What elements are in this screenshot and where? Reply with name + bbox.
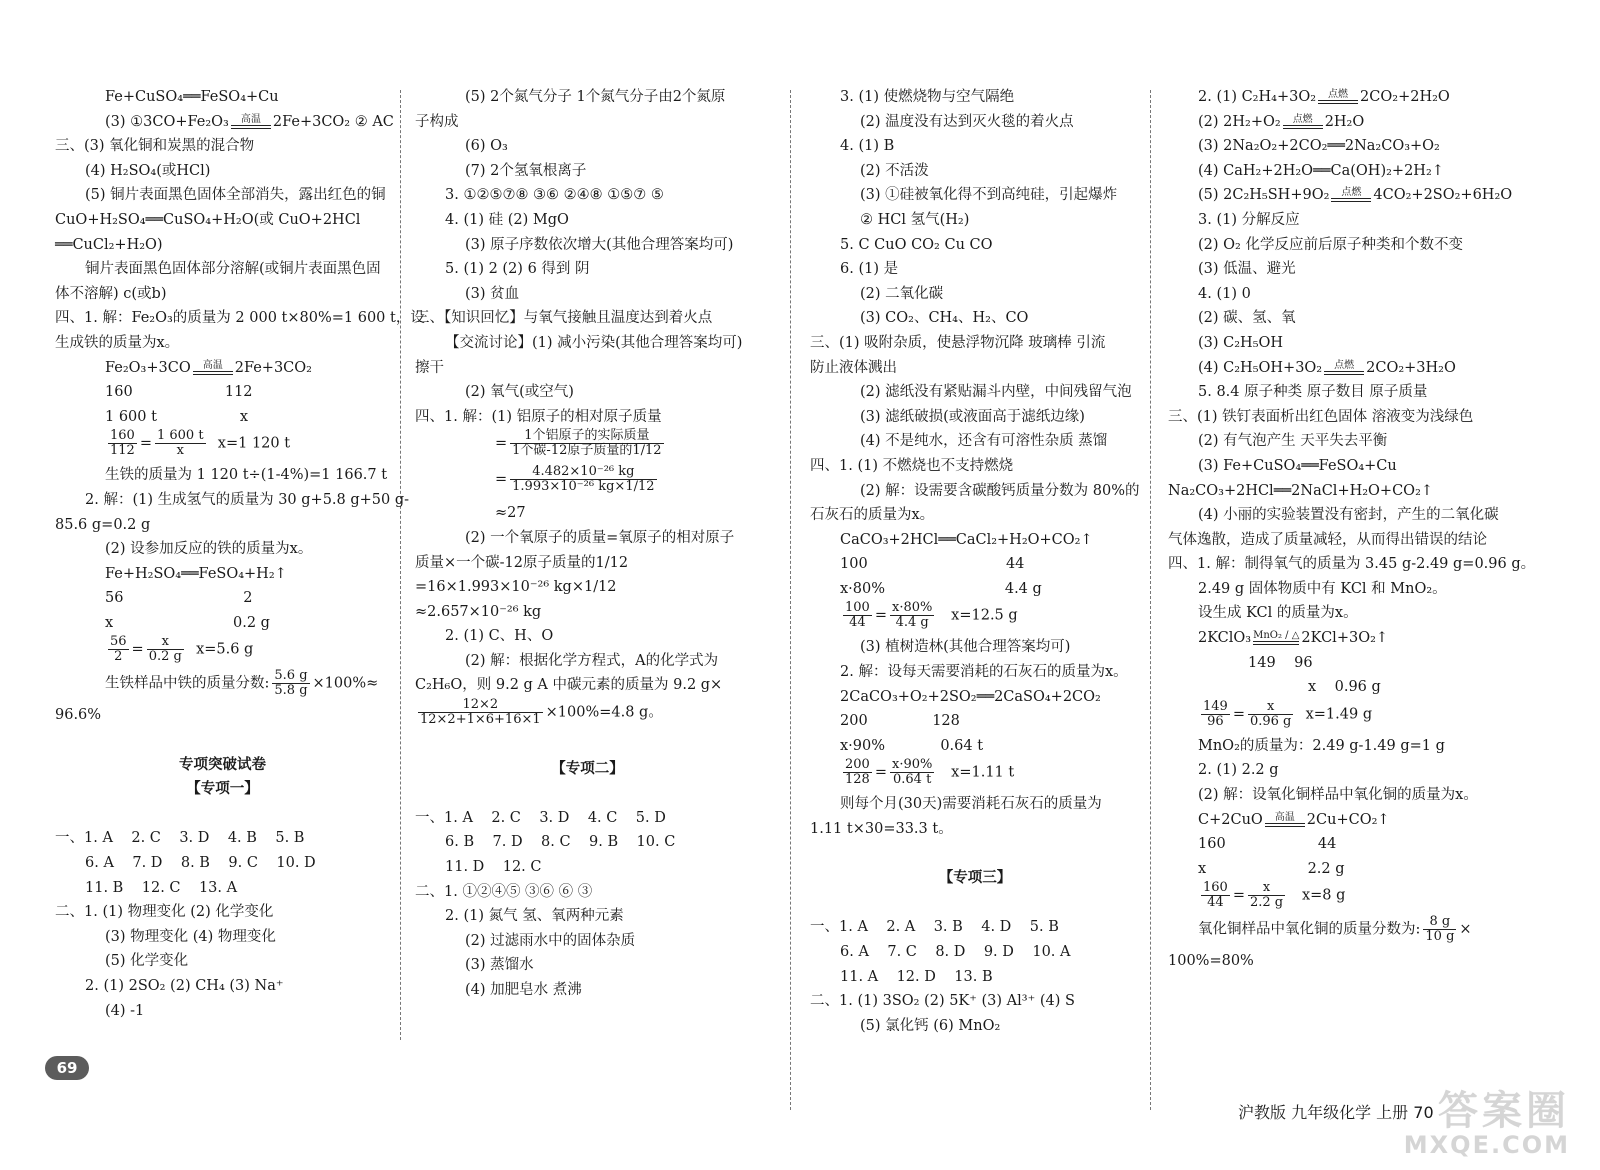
column-divider [1150,90,1151,1110]
answer-line: (3) 滤纸破损(或液面高于滤纸边缘) [860,408,1085,425]
section-heading: 【专项二】 [551,760,624,777]
fraction: $\frac{5.6 g}{5.8 g}$ [274,668,308,699]
answer-line: 三、【知识回忆】与氧气接触且温度达到着火点 [415,310,713,327]
answer-line: 6. A 7. C 8. D 9. D 10. A [840,944,1071,960]
proportion-line: $\frac{100}{44}$ = $\frac{x\cdot 80\%}{4.4 g}$ x=12.5 g [845,600,1018,631]
answer-line: 气体逸散，造成了质量减轻，从而得出错误的结论 [1168,531,1487,548]
answer-line: 160 44 [1198,836,1337,853]
answer-line: 质量×一个碳-12原子质量的1/12 [415,554,629,571]
result: x=5.6 g [196,641,254,658]
proportion-line: $\frac{160}{112}$ = $\frac{1 600 t}{x}$ x=1 120 t [110,428,291,459]
equation-right: 2Fe+3CO₂ ② AC [272,113,394,130]
result: x=1.49 g [1305,706,1373,723]
answer-line: 3. (1) 分解反应 [1198,211,1300,228]
answer-line: 四、1. 解：Fe₂O₃的质量为 2 000 t×80%=1 600 t，设 [55,310,425,327]
answer-line: (5) 化学变化 [105,953,189,970]
answer-line: 设生成 KCl 的质量为x。 [1198,605,1358,622]
answer-line: (2) 一个氧原子的质量=氧原子的相对原子 [465,529,735,546]
fraction: $\frac{149}{96}$ [1203,698,1228,729]
answer-line: 2. (1) 2SO₂ (2) CH₄ (3) Na⁺ [85,978,284,994]
column-divider [400,90,401,1040]
answer-line: (4) 小丽的实验装置没有密封，产生的二氧化碳 [1198,507,1499,524]
answer-line: 5. (1) 2 (2) 6 得到 阴 [445,261,590,278]
answer-line: (3) CO₂、CH₄、H₂、CO [860,310,1029,327]
reaction-arrow: 点燃 [1331,188,1371,202]
answer-line: 1 600 t x [105,408,249,425]
answer-line: =16×1.993×10⁻²⁶ kg×1/12 [415,579,617,596]
answer-line: 160 112 [105,384,253,401]
answer-line: (6) O₃ [465,138,508,155]
equation-line: (4) C₂H₅OH+3O₂ 点燃 2CO₂+3H₂O [1198,359,1456,376]
answer-line: 6. (1) 是 [840,261,899,278]
answer-line: (7) 2个氢氧根离子 [465,162,587,179]
reaction-condition: 高温 [202,359,223,371]
answer-column-4 [1168,85,1536,974]
formula-line: $\frac{12\times 2}{12\times 2+1\times 6+16\times 1}$ ×100%=4.8 g。 [420,697,663,728]
fraction: $\frac{x}{2.2 g}$ [1249,880,1284,911]
answer-line: 3. ①②⑤⑦⑧ ③⑥ ②④⑧ ①⑤⑦ ⑤ [445,187,664,204]
answer-line: 生成铁的质量为x。 [55,334,180,351]
answer-line: 5. 8.4 原子种类 原子数目 原子质量 [1198,384,1428,401]
answer-line: 四、1. 解：制得氧气的质量为 3.45 g-2.49 g=0.96 g。 [1168,556,1536,573]
answer-line: 2.49 g 固体物质中有 KCl 和 MnO₂。 [1198,580,1447,597]
answer-line: (3) 物理变化 (4) 物理变化 [105,928,276,945]
answer-line: 防止液体溅出 [810,359,897,376]
fraction: $\frac{x\cdot 80\%}{4.4 g}$ [891,600,933,631]
fraction: $\frac{\text{4.482×10⁻²⁶ kg}}{\text{1.993×10⁻²⁶ kg×1/12}}$ [512,464,655,495]
answer-line: (5) 2个氮气分子 1个氮气分子由2个氮原 [465,89,726,105]
answer-line: 二、1. (1) 物理变化 (2) 化学变化 [55,904,274,921]
answer-line: (4) 不是纯水，还含有可溶性杂质 蒸馏 [860,433,1108,450]
proportion-line: $\frac{160}{44}$ = $\frac{x}{2.2 g}$ x=8 g [1203,880,1346,911]
reaction-arrow [193,361,233,375]
proportion-line: $\frac{56}{2}$ = $\frac{x}{0.2 g}$ x=5.6 g [110,634,254,665]
answer-line: (3) 植树造林(其他合理答案均可) [860,639,1071,656]
answer-line: 2. (1) C、H、O [445,628,554,645]
fraction: $\frac{8 g}{10 g}$ [1425,914,1455,945]
answer-line: 三、(1) 吸附杂质，使悬浮物沉降 玻璃棒 引流 [810,334,1106,351]
equation-left: Fe₂O₃+3CO [105,359,191,376]
answer-line: 四、1. (1) 不燃烧也不支持燃烧 [810,457,1014,474]
answer-line: 石灰石的质量为x。 [810,507,935,524]
result: x=1.11 t [951,764,1015,781]
answer-line: (3) 原子序数依次增大(其他合理答案均可) [465,236,734,253]
answer-line: (2) 解：设需要含碳酸钙质量分数为 80%的 [860,482,1140,499]
answer-line: (2) 有气泡产生 天平失去平衡 [1198,433,1388,450]
reaction-arrow: MnO₂ / △ [1253,631,1299,645]
answer-line: 2. (1) 2.2 g [1198,762,1279,779]
fraction: $\frac{56}{2}$ [110,634,127,665]
answer-line: x 0.2 g [105,614,270,631]
answer-line: 则每个月(30天)需要消耗石灰石的质量为 [840,796,1102,813]
answer-line: (2) 碳、氢、氧 [1198,310,1296,327]
column-divider [790,90,791,1110]
answer-line: 子构成 [415,113,459,130]
reaction-condition: 高温 [240,113,261,125]
formula-line: = $\frac{\text{4.482×10⁻²⁶ kg}}{\text{1.993×10⁻²⁶ kg×1/12}}$ [495,464,655,495]
answer-line: (2) 设参加反应的铁的质量为x。 [105,541,313,558]
section-heading: 【专项三】 [938,870,1012,887]
answer-line: ≈2.657×10⁻²⁶ kg [415,603,542,620]
answer-line: 11. A 12. D 13. B [840,968,993,985]
answer-line: (3) Fe+CuSO₄══FeSO₄+Cu [1198,457,1397,474]
answer-line: 2. 解：设每天需要消耗的石灰石的质量为x。 [840,664,1128,681]
section-heading: 【专项一】 [186,781,259,798]
section-title: 专项突破试卷 [179,756,266,773]
fraction: $\frac{x\cdot 90\%}{0.64 t}$ [891,757,933,788]
fraction: $\frac{160}{112}$ [110,428,135,459]
answer-line: 三、(3) 氧化铜和炭黑的混合物 [55,138,255,155]
answer-line: Fe+H₂SO₄══FeSO₄+H₂↑ [105,565,287,582]
answer-line: (4) CaH₂+2H₂O══Ca(OH)₂+2H₂↑ [1198,162,1444,179]
answer-line: 一、1. A 2. C 3. D 4. C 5. D [415,809,666,826]
answer-line: x 2.2 g [1198,860,1345,877]
answer-line: Fe+CuSO₄══FeSO₄+Cu [105,89,279,105]
answer-line: 3. (1) 使燃烧物与空气隔绝 [840,89,1015,105]
answer-line: 2. (1) 氮气 氢、氧两种元素 [445,908,624,925]
reaction-arrow: 点燃 [1318,90,1358,104]
answer-line: (2) 过滤雨水中的固体杂质 [465,932,636,949]
answer-line: 4. (1) 硅 (2) MgO [445,211,569,228]
answer-line: (3) 2Na₂O₂+2CO₂══2Na₂CO₃+O₂ [1198,138,1440,155]
answer-line: 85.6 g=0.2 g [55,516,151,533]
equation-line: (5) 2C₂H₅SH+9O₂ 点燃 4CO₂+2SO₂+6H₂O [1198,187,1513,204]
answer-line: 56 2 [105,590,253,607]
result: x=12.5 g [951,607,1018,624]
equation-right: 2Fe+3CO₂ [234,359,312,376]
answer-line: 11. B 12. C 13. A [85,879,238,896]
equation-line [55,356,390,381]
answer-line: 二、1. (1) 3SO₂ (2) 5K⁺ (3) Al³⁺ (4) S [810,993,1075,1010]
answer-line: (3) C₂H₅OH [1198,334,1284,351]
equation-line: (2) 2H₂+O₂ 点燃 2H₂O [1198,113,1365,130]
equation-line: 2. (1) C₂H₄+3O₂ 点燃 2CO₂+2H₂O [1198,89,1450,105]
answer-line: 体不溶解) c(或b) [55,285,167,302]
answer-line: 一、1. A 2. C 3. D 4. B 5. B [55,830,305,847]
answer-line: 4. (1) 0 [1198,285,1251,302]
answer-line: (2) 解：设氧化铜样品中氧化铜的质量为x。 [1198,787,1478,804]
answer-line: 氧化铜样品中氧化铜的质量分数为: $\frac{8 g}{10 g}$ × [1198,914,1472,945]
answer-line: (5) 氯化钙 (6) MnO₂ [860,1017,1001,1034]
answer-line: (3) 贫血 [465,285,520,302]
equation-left: (3) ①3CO+Fe₂O₃ [105,113,229,130]
answer-line: (3) ①硅被氧化得不到高纯硅，引起爆炸 [860,187,1118,204]
fraction: $\frac{1 600 t}{x}$ [156,428,204,459]
answer-line: x·90% 0.64 t [840,737,984,754]
equation-line [55,110,394,135]
answer-line: CuO+H₂SO₄══CuSO₄+H₂O(或 CuO+2HCl [55,211,361,228]
answer-line: CaCO₃+2HCl══CaCl₂+H₂O+CO₂↑ [840,531,1093,548]
answer-column-1 [55,85,425,1023]
answer-line: 11. D 12. C [445,859,542,876]
answer-line: (4) -1 [105,1002,145,1019]
answer-line: 6. A 7. D 8. B 9. C 10. D [85,855,316,872]
equation-line: 2KClO₃ MnO₂ / △ 2KCl+3O₂↑ [1198,630,1389,647]
fraction: 1个铝原子的实际质量 1个碳-12原子质量的1/12 [512,428,662,459]
answer-line: 4. (1) B [840,138,895,155]
answer-line: 96.6% [55,707,102,724]
answer-line: ② HCl 氢气(H₂) [860,211,970,228]
answer-line: (3) 低温、避光 [1198,261,1296,278]
answer-line: (2) 氧气(或空气) [465,384,574,401]
answer-line: 200 128 [840,713,960,730]
answer-line: 四、1. 解：(1) 铝原子的相对原子质量 [415,408,662,425]
answer-line: (2) 滤纸没有紧贴漏斗内壁，中间残留气泡 [860,384,1132,401]
fraction: $\frac{100}{44}$ [845,600,870,631]
result: x=1 120 t [217,435,291,452]
answer-line: (2) 二氧化碳 [860,285,944,302]
answer-line: (2) 不活泼 [860,162,929,179]
answer-line: 100 44 [840,556,1025,573]
answer-line: 生铁的质量为 1 120 t÷(1-4%)=1 166.7 t [105,467,388,484]
answer-line: (4) 加肥皂水 煮沸 [465,982,582,998]
answer-line: MnO₂的质量为：2.49 g-1.49 g=1 g [1198,737,1445,754]
answer-column-3 [810,85,1140,1038]
answer-line: (2) O₂ 化学反应前后原子种类和个数不变 [1198,236,1463,253]
answer-line: 铜片表面黑色固体部分溶解(或铜片表面黑色固 [85,261,381,278]
answer-line: 5. C CuO CO₂ Cu CO [840,236,993,253]
answer-column-2 [415,85,760,1003]
reaction-arrow: 点燃 [1324,361,1364,375]
answer-line: 三、(1) 铁钉表面析出红色固体 溶液变为浅绿色 [1168,408,1474,425]
answer-line: 149 96 [1248,654,1313,671]
answer-line: 一、1. A 2. A 3. B 4. D 5. B [810,919,1059,936]
answer-line: 6. B 7. D 8. C 9. B 10. C [445,834,676,851]
answer-line: (5) 铜片表面黑色固体全部消失，露出红色的铜 [85,187,386,204]
reaction-arrow [231,115,271,129]
answer-line: C₂H₆O，则 9.2 g A 中碳元素的质量为 9.2 g× [415,677,723,694]
formula-line: = 1个铝原子的实际质量 1个碳-12原子质量的1/12 [495,428,662,459]
answer-line: ≈27 [495,505,526,522]
answer-line: x·80% 4.4 g [840,580,1042,597]
answer-line: Na₂CO₃+2HCl══2NaCl+H₂O+CO₂↑ [1168,482,1434,499]
proportion-line: $\frac{200}{128}$ = $\frac{x\cdot 90\%}{0.64 t}$ x=1.11 t [845,757,1015,788]
watermark-logo: 答案圈 MXQE.COM [1403,1088,1570,1159]
result: x=8 g [1301,887,1346,904]
fraction: $\frac{x}{0.2 g}$ [148,634,182,665]
fraction: $\frac{x}{0.96 g}$ [1249,698,1292,729]
fraction: $\frac{12\times 2}{12\times 2+1\times 6+16\times 1}$ [420,697,541,728]
reaction-arrow: 高温 [1265,813,1305,827]
answer-line: x 0.96 g [1308,679,1381,696]
answer-line: 1.11 t×30=33.3 t。 [810,821,953,838]
answer-line: (4) H₂SO₄(或HCl) [85,162,211,179]
answer-line: 2CaCO₃+O₂+2SO₂══2CaSO₄+2CO₂ [840,688,1101,705]
answer-line: ══CuCl₂+H₂O) [55,236,163,253]
fraction: $\frac{160}{44}$ [1203,880,1228,911]
answer-line: (3) 蒸馏水 [465,957,534,974]
proportion-line: $\frac{149}{96}$ = $\frac{x}{0.96 g}$ x=1.49 g [1203,698,1373,729]
answer-line: 100%=80% [1168,953,1254,970]
fraction: $\frac{200}{128}$ [845,757,870,788]
page-number-left: 69 [45,1056,89,1080]
answer-line: 2. 解：(1) 生成氢气的质量为 30 g+5.8 g+50 g- [85,491,410,508]
answer-line: (2) 解：根据化学方程式，A的化学式为 [465,652,719,669]
answer-line: 生铁样品中铁的质量分数: $\frac{5.6 g}{5.8 g}$ ×100%≈ [105,668,379,699]
answer-line: 【交流讨论】(1) 减小污染(其他合理答案均可) [445,334,743,351]
answer-line: 二、1. ①②④⑤ ③⑥ ⑥ ③ [415,883,593,900]
equation-line: C+2CuO 高温 2Cu+CO₂↑ [1198,811,1390,828]
footer-book-title: 沪教版 九年级化学 上册 70 [1238,1103,1434,1122]
answer-line: 擦干 [415,359,444,376]
answer-line: (2) 温度没有达到灭火毯的着火点 [860,113,1074,130]
reaction-arrow: 点燃 [1283,115,1323,129]
